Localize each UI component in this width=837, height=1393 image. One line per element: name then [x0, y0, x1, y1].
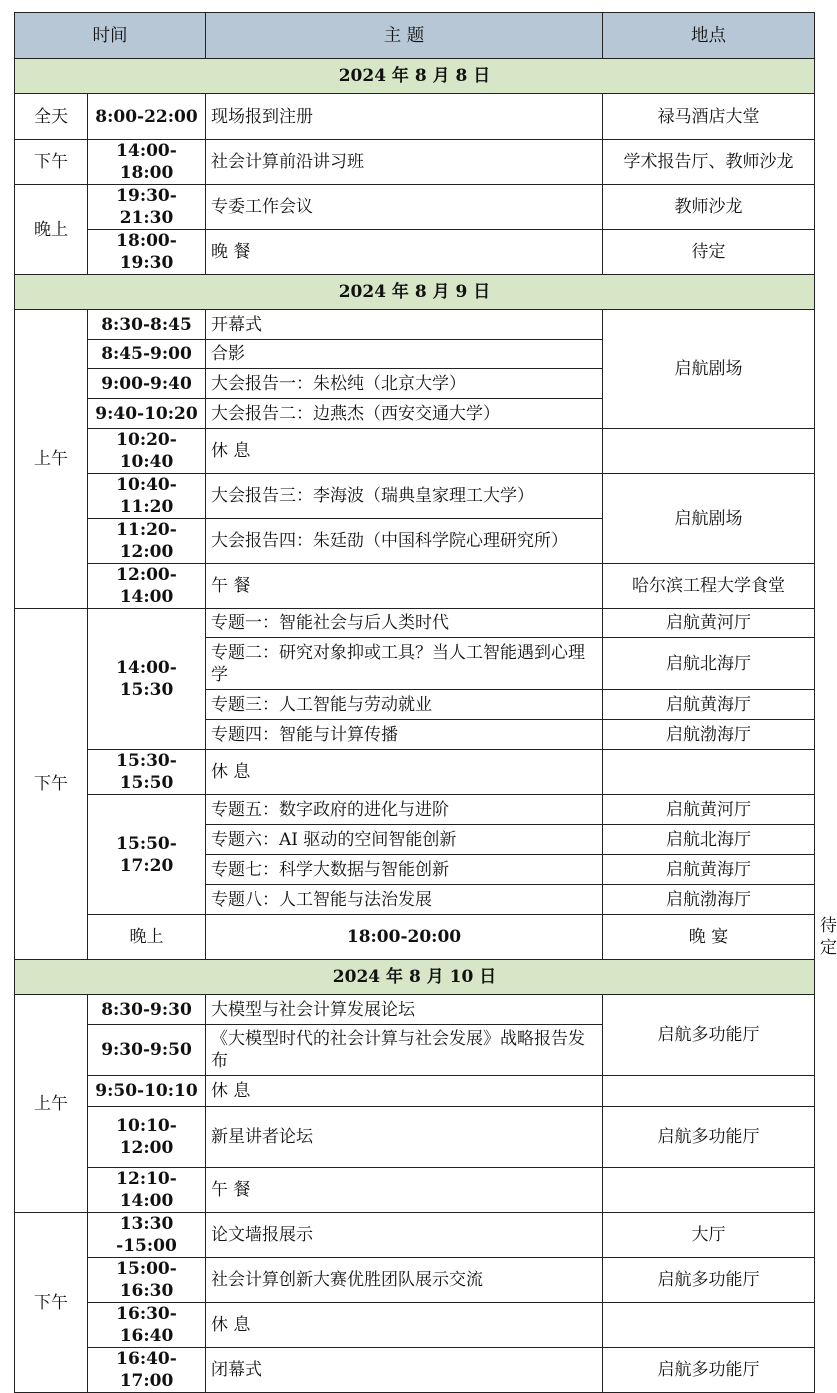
place-cell: 启航黄海厅	[603, 855, 815, 885]
period-cell: 上午	[15, 995, 88, 1213]
topic-cell: 休 息	[206, 750, 603, 795]
time-cell: 18:00-20:00	[206, 915, 603, 960]
place-cell: 启航剧场	[603, 474, 815, 564]
place-cell: 待定	[603, 230, 815, 275]
topic-cell: 新星讲者论坛	[206, 1107, 603, 1168]
place-cell: 哈尔滨工程大学食堂	[603, 564, 815, 609]
date-row	[15, 960, 815, 995]
topic-cell: 专题五：数字政府的进化与进阶	[206, 795, 603, 825]
time-cell: 14:00-15:30	[88, 609, 206, 750]
place-cell	[603, 750, 815, 795]
time-cell: 8:30-9:30	[88, 995, 206, 1025]
time-cell: 15:50-17:20	[88, 795, 206, 915]
date-row	[15, 59, 815, 94]
header-time: 时间	[15, 13, 206, 59]
time-cell: 11:20-12:00	[88, 519, 206, 564]
topic-cell: 现场报到注册	[206, 94, 603, 140]
place-cell: 启航北海厅	[603, 638, 815, 690]
table-row	[15, 750, 815, 795]
place-cell: 启航渤海厅	[603, 885, 815, 915]
topic-cell: 合影	[206, 340, 603, 369]
date-day2: 2024 年 8 月 9 日	[15, 275, 815, 310]
header-topic: 主 题	[206, 13, 603, 59]
time-cell: 12:10-14:00	[88, 1168, 206, 1213]
place-cell: 禄马酒店大堂	[603, 94, 815, 140]
place-cell: 启航剧场	[603, 310, 815, 429]
topic-cell: 《大模型时代的社会计算与社会发展》战略报告发布	[206, 1025, 603, 1076]
time-cell: 19:30-21:30	[88, 185, 206, 230]
date-day3: 2024 年 8 月 10 日	[15, 960, 815, 995]
topic-cell: 社会计算前沿讲习班	[206, 140, 603, 185]
topic-cell: 专题一：智能社会与后人类时代	[206, 609, 603, 638]
topic-cell: 午 餐	[206, 564, 603, 609]
time-cell: 15:00-16:30	[88, 1258, 206, 1303]
topic-cell: 社会计算创新大赛优胜团队展示交流	[206, 1258, 603, 1303]
topic-cell: 专题八：人工智能与法治发展	[206, 885, 603, 915]
time-cell: 13:30 -15:00	[88, 1213, 206, 1258]
date-row	[15, 275, 815, 310]
topic-cell: 专题六：AI 驱动的空间智能创新	[206, 825, 603, 855]
place-cell: 启航多功能厅	[603, 1107, 815, 1168]
topic-cell: 大会报告三：李海波（瑞典皇家理工大学）	[206, 474, 603, 519]
table-row	[15, 1168, 815, 1213]
table-row	[15, 795, 815, 825]
table-row	[15, 429, 815, 474]
place-cell: 启航渤海厅	[603, 720, 815, 750]
table-row	[15, 609, 815, 638]
place-cell: 启航多功能厅	[603, 1258, 815, 1303]
time-cell: 12:00-14:00	[88, 564, 206, 609]
topic-cell: 休 息	[206, 1076, 603, 1107]
place-cell: 启航黄河厅	[603, 795, 815, 825]
time-cell: 10:10-12:00	[88, 1107, 206, 1168]
time-cell: 16:40-17:00	[88, 1348, 206, 1393]
time-cell: 9:50-10:10	[88, 1076, 206, 1107]
table-row	[15, 230, 815, 275]
topic-cell: 论文墙报展示	[206, 1213, 603, 1258]
topic-cell: 专题七：科学大数据与智能创新	[206, 855, 603, 885]
topic-cell: 休 息	[206, 429, 603, 474]
place-cell	[603, 429, 815, 474]
place-cell: 启航黄河厅	[603, 609, 815, 638]
topic-cell: 大会报告四：朱廷劭（中国科学院心理研究所）	[206, 519, 603, 564]
place-cell	[603, 1168, 815, 1213]
topic-cell: 开幕式	[206, 310, 603, 340]
topic-cell: 专题四：智能与计算传播	[206, 720, 603, 750]
place-cell: 启航黄海厅	[603, 690, 815, 720]
topic-cell: 晚 餐	[206, 230, 603, 275]
period-cell: 下午	[15, 1213, 88, 1393]
table-row	[15, 1258, 815, 1303]
period-cell: 下午	[15, 609, 88, 960]
place-cell: 启航多功能厅	[603, 995, 815, 1076]
table-row	[15, 1076, 815, 1107]
time-cell: 15:30-15:50	[88, 750, 206, 795]
period-cell: 全天	[15, 94, 88, 140]
time-cell: 8:30-8:45	[88, 310, 206, 340]
place-cell: 学术报告厅、教师沙龙	[603, 140, 815, 185]
topic-cell: 午 餐	[206, 1168, 603, 1213]
time-cell: 10:20-10:40	[88, 429, 206, 474]
topic-cell: 大会报告二：边燕杰（西安交通大学）	[206, 399, 603, 429]
period-cell: 上午	[15, 310, 88, 609]
table-row	[15, 995, 815, 1025]
topic-cell: 大会报告一：朱松纯（北京大学）	[206, 369, 603, 399]
table-row	[15, 94, 815, 140]
table-row	[15, 1303, 815, 1348]
date-day1: 2024 年 8 月 8 日	[15, 59, 815, 94]
schedule-table	[14, 12, 837, 1393]
place-cell: 教师沙龙	[603, 185, 815, 230]
time-cell: 16:30-16:40	[88, 1303, 206, 1348]
time-cell: 9:30-9:50	[88, 1025, 206, 1076]
time-cell: 8:45-9:00	[88, 340, 206, 369]
topic-cell: 晚 宴	[603, 915, 815, 960]
time-cell: 14:00-18:00	[88, 140, 206, 185]
period-cell: 晚上	[15, 185, 88, 275]
header-place: 地点	[603, 13, 815, 59]
table-row	[15, 1213, 815, 1258]
place-cell: 大厅	[603, 1213, 815, 1258]
topic-cell: 大模型与社会计算发展论坛	[206, 995, 603, 1025]
time-cell: 8:00-22:00	[88, 94, 206, 140]
table-row	[15, 1348, 815, 1393]
place-cell	[603, 1076, 815, 1107]
table-row	[15, 185, 815, 230]
table-row	[15, 564, 815, 609]
time-cell: 9:40-10:20	[88, 399, 206, 429]
time-cell: 9:00-9:40	[88, 369, 206, 399]
time-cell: 18:00-19:30	[88, 230, 206, 275]
table-row: 晚上 18:00-20:00 晚 宴 待定	[15, 915, 815, 960]
period-cell: 晚上	[88, 915, 206, 960]
table-row	[15, 474, 815, 519]
header-row	[15, 13, 815, 59]
place-cell: 启航北海厅	[603, 825, 815, 855]
topic-cell: 专委工作会议	[206, 185, 603, 230]
topic-cell: 闭幕式	[206, 1348, 603, 1393]
time-cell: 10:40-11:20	[88, 474, 206, 519]
topic-cell: 专题三：人工智能与劳动就业	[206, 690, 603, 720]
table-row	[15, 310, 815, 340]
place-cell: 启航多功能厅	[603, 1348, 815, 1393]
period-cell: 下午	[15, 140, 88, 185]
place-cell	[603, 1303, 815, 1348]
topic-cell: 休 息	[206, 1303, 603, 1348]
table-row	[15, 140, 815, 185]
topic-cell: 专题二：研究对象抑或工具？当人工智能遇到心理学	[206, 638, 603, 690]
table-row	[15, 1107, 815, 1168]
